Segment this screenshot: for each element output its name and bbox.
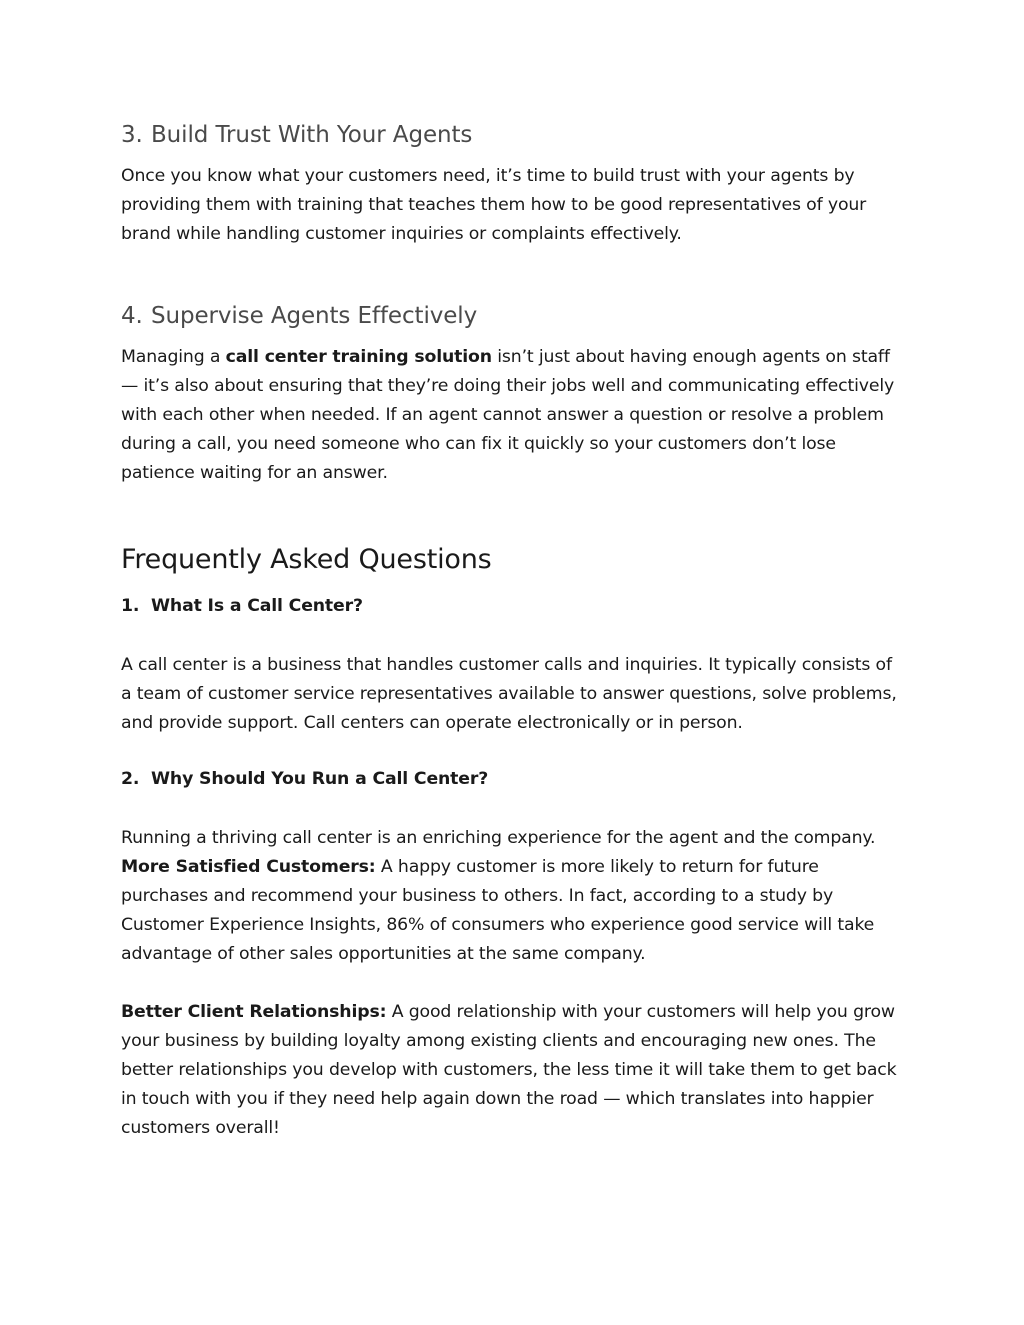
faq-answer: A call center is a business that handles customer calls and inquiries. It typically consists of a team of customer service representatives available to answer questions, solve problems, and provide support. Call centers can operate electronically or in person. [121,655,897,733]
section-title: Supervise Agents Effectively [151,303,478,329]
question-text: Why Should You Run a Call Center? [151,769,489,789]
section-body-build-trust: Once you know what your customers need, it’s time to build trust with your agents by providing them with training that teaches them how to be good representatives of your brand while handling customer inquiries or complaints effectively. [121,166,867,244]
section-heading-build-trust [121,122,472,148]
section-heading-supervise [121,303,477,329]
body-text: isn’t just about having enough agents on staff — it’s also about ensuring that they’re doing their jobs well and communicating effectively with each other when needed. If an agent cannot answer a question or resolve a problem during a call, you need someone who can fix it quickly so your customers don’t lose patience waiting for an answer. [121,347,895,483]
question-text: What Is a Call Center? [151,596,363,616]
faq-answer [121,824,903,969]
benefit-label: More Satisfied Customers: [121,857,376,877]
faq-question [121,596,363,616]
question-number: 1. [121,596,140,616]
question-number: 2. [121,769,140,789]
faq-question [121,769,488,789]
body-text: Managing a [121,347,226,367]
answer-intro: Running a thriving call center is an enriching experience for the agent and the company. [121,828,876,848]
section-body-supervise [121,343,903,488]
benefit-text: A good relationship with your customers will help you grow your business by building loyalty among existing clients and encouraging new ones. The better relationships you develop with customers, the less time it will take them to get back in touch with you if they need help again down the road — which translates into happier customers overall! [121,1002,897,1138]
emphasized-term: call center training solution [225,347,492,367]
faq-benefit [121,998,903,1143]
benefit-label: Better Client Relationships: [121,1002,387,1022]
section-number: 4. [121,303,143,329]
section-title: Build Trust With Your Agents [151,122,473,148]
benefit-text: A happy customer is more likely to return for future purchases and recommend your business to others. In fact, according to a study by Customer Experience Insights, 86% of consumers who experience good service will take advantage of other sales opportunities at the same company. [121,857,875,964]
section-number: 3. [121,122,143,148]
faq-title: Frequently Asked Questions [121,544,492,575]
